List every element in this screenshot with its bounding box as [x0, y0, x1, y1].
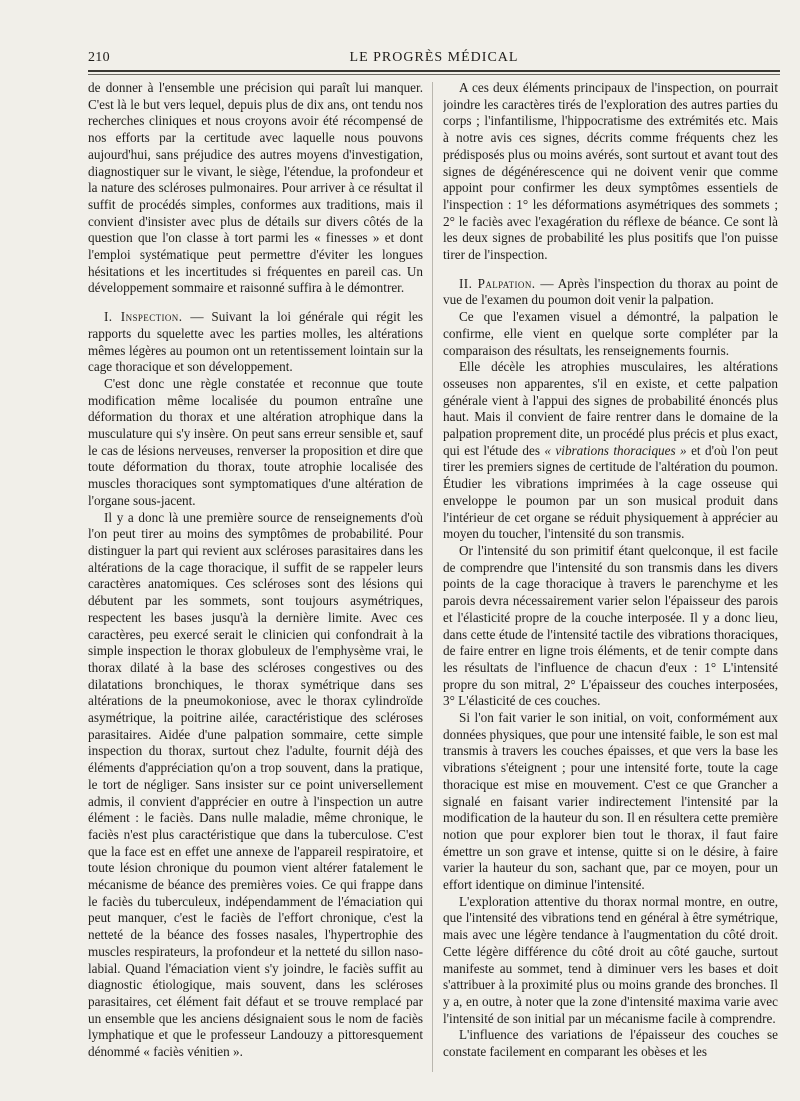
paragraph: L'influence des variations de l'épaisseur des couches se constate facilement en comparant les obèses et les — [443, 1027, 778, 1060]
right-column — [443, 80, 778, 1080]
section-text: — Après l'inspection du thorax au point de vue de l'examen du poumon doit venir la palpation. — [443, 275, 778, 308]
paragraph: Ce que l'examen visuel a démontré, la palpation le confirme, elle vient en quelque sorte compléter par la comparaison des résultats, les renseignements fournis. — [443, 309, 778, 358]
paragraph: Or l'intensité du son primitif étant quelconque, il est facile de comprendre que l'intensité du son transmis dans les divers points de la cage thoracique à travers le parenchyme et les parois devra nécessairement varier selon l'épaisseur des parois et l'élasticité propre de la couche interposée. Il y a donc lieu, dans cette étude de l'intensité tactile des vibrations thoraciques, de faire entrer en ligne trois éléments, et de tenir compte dans les résultats de l'influence de chacun d'eux : 1° L'intensité propre du son mitral, 2° L'épaisseur des couches interposées, 3° L'élasticité de ces couches. — [443, 542, 778, 709]
section-inspection — [88, 309, 423, 376]
page-number: 210 — [88, 50, 110, 65]
column-divider — [432, 82, 433, 1072]
paragraph: de donner à l'ensemble une précision qui paraît lui manquer. C'est là le but vers lequel, depuis plus de dix ans, ont tendu nos recherches cliniques et nous croyons avoir été récompensé de nos efforts par la certitude avec laquelle nous pouvons aujourd'hui, sans préjudice des autres moyens d'investigation, diagnostiquer sur le vivant, le siège, l'étendue, la profondeur et la nature des scléroses pulmonaires. Pour arriver à ce résultat il suffit de procédés simples, conformes aux traditions, mais il convient d'insister avec plus de détails sur divers côtés de la question que l'on classe à tort parmi les « finesses » et dont l'emploi systématique peut permettre d'éviter les longues hésitations et les incertitudes si fréquentes en pareil cas. Un développement sommaire et raisonné suffira à le démontrer. — [88, 80, 423, 296]
paragraph: C'est donc une règle constatée et reconnue que toute modification même localisée du poumon entraîne une déformation du thorax et une altération atrophique dans la musculature qui s'y insère. On peut sans erreur sensible et, sauf le cas de lésions nerveuses, renverser la proposition et dire que toute déformation du thorax, toute atrophie localisée des muscles thoraciques sont symptomatiques d'une altération de l'organe sous-jacent. — [88, 375, 423, 508]
section-text: — Suivant la loi générale qui régit les rapports du squelette avec les parties molles, les altérations mêmes légères au poumon ont un retentissement lointain sur la cage thoracique et son développement. — [88, 309, 423, 375]
section-heading: I. Inspection. — [104, 309, 183, 325]
paragraph: Il y a donc là une première source de renseignements d'où l'on peut tirer au moins des symptômes de probabilité. Pour distinguer la part qui revient aux scléroses parasitaires dans les altérations de la cage thoracique, il suffit de se rappeler leurs caractères anatomiques. Ces scléroses sont des lésions qui débutent par les sommets, sont toujours asymétriques, respectent les bases jusqu'à la dernière limite. Avec ces caractères, peu exercé serait le clinicien qui confondrait à la simple inspection le thorax globuleux de l'emphysème vrai, le thorax dilaté à la base des scléroses congestives ou des dilatations bronchiques, le thorax symétrique dans ses altérations de la pneumokoniose, avec le thorax cylindroïde asymétrique, la poitrine ailée, caractéristique des scléroses parasitaires. Aidée d'une palpation sommaire, cette simple inspection du thorax, surtout chez l'adulte, fournit déjà des éléments d'appréciation qu'on a trop souvent, dans la pratique, le tort de négliger. Sans insister sur ce point universellement admis, il convient d'apprécier en outre à l'inspection un autre élément : le faciès. Dans nulle maladie, même chronique, le faciès n'est plus caractéristique que dans la tuberculose. C'est que la face est en effet une annexe de l'appareil respiratoire, et toute lésion chronique du poumon vient altérer fatalement le mécanisme de béance des premières voies. Ce qui frappe dans le faciès du tuberculeux, indépendamment de l'émaciation qui peut manquer, c'est le faciès de l'effort chronique, c'est la netteté de la béance des fosses nasales, l'hypertrophie des muscles respirateurs, la profondeur et la netteté du sillon naso-labial. Quand l'émaciation vient s'y joindre, le faciès suffit au diagnostic étiologique, mais souvent, dans les scléroses parasitaires, cet élément fait défaut et se trouve remplacé par un ensemble que les anciens désignaient sous le nom de faciès lymphatique et que le professeur Landouzy a pittoresquement dénommé « faciès vénitien ». — [88, 509, 423, 1060]
paragraph: Si l'on fait varier le son initial, on voit, conformément aux données physiques, que pour une intensité faible, le son est mal transmis à travers les couches épaisses, et que vers la base les vibrations s'éteignent ; pour une intensité forte, toute la cage thoracique est mise en mouvement. C'est ce que Grancher a signalé en faisant varier indirectement l'intensité par la modification de la hauteur du son. Il en résultera cette première notion que pour explorer bien tout le thorax, il faut faire émettre un son grave et intense, quitte si on le désire, à faire varier la hauteur du son, sachant que, par ce moyen, pour un effort identique on diminue l'intensité. — [443, 710, 778, 893]
page-header — [88, 50, 780, 68]
italic-term: « vibrations thoraciques » — [544, 442, 687, 458]
journal-title: LE PROGRÈS MÉDICAL — [349, 50, 519, 65]
paragraph: L'exploration attentive du thorax normal montre, en outre, que l'intensité des vibrations tend en général à être symétrique, mais avec une légère tendance à l'augmentation du côté droit. Cette légère différence du côté droit au côté gauche, surtout manifeste au sommet, tend à diminuer vers les bases et doit s'attribuer à la proximité plus ou moins grande des bronches. Il y a, en outre, à noter que la zone d'intensité maxima varie avec l'intensité de son initial par un mécanisme facile à comprendre. — [443, 893, 778, 1026]
left-column — [88, 80, 423, 1080]
section-heading: II. Palpation. — [459, 275, 536, 291]
paragraph — [443, 359, 778, 543]
header-rule — [88, 70, 780, 72]
paragraph-text: et d'où l'on peut tirer les premiers signes de certitude de l'altération du poumon. Étudier les vibrations imprimées à la cage osseuse qui enveloppe le poumon par un son musical produit dans l'intérieur de cet organe se réduit physiquement à apprécier au moyen du toucher, l'intensité du son transmis. — [443, 442, 778, 542]
header-rule-thin — [88, 74, 780, 75]
paragraph-text: Elle décèle les atrophies musculaires, les altérations osseuses non apparentes, s'il en existe, et cette palpation générale vient à l'appui des signes de probabilité énoncés plus haut. Mais il convient de faire rentrer dans le domaine de la palpation proprement dite, un procédé plus précis et plus exact, qui est l'étude des — [443, 359, 778, 458]
paragraph: A ces deux éléments principaux de l'inspection, on pourrait joindre les caractères tirés de l'exploration des autres parties du corps ; l'infantilisme, l'hippocratisme des extrémités etc. Mais à notre avis ces signes, décrits comme fréquents chez les prédisposés plus ou moins avérés, sont surtout et avant tout des signes de dégénérescence qui ne doivent venir que comme appoint pour confirmer les deux symptômes essentiels de l'inspection : 1° les déformations asymétriques des sommets ; 2° le faciès avec l'exagération du réflexe de béance. Ce sont là les deux signes de probabilité les plus positifs que l'on puisse tirer de l'inspection. — [443, 80, 778, 263]
section-palpation — [443, 276, 778, 309]
